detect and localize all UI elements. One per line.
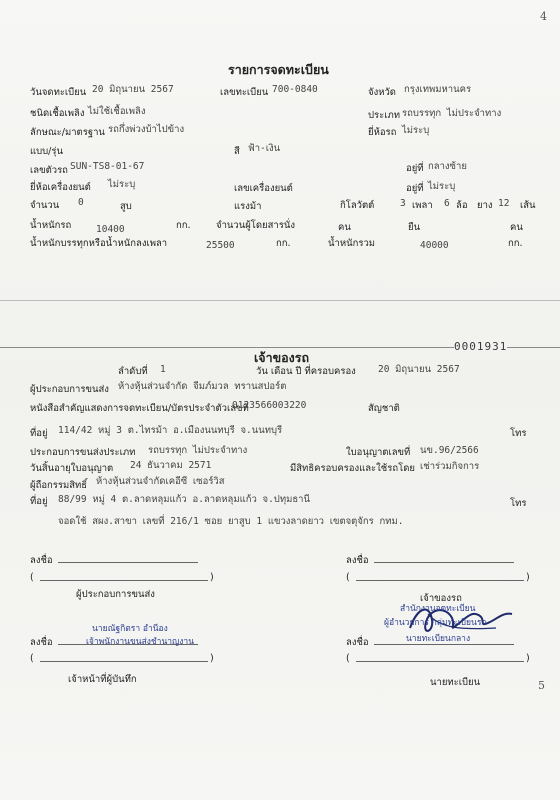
id-label: หนังสือสำคัญแสดงการจดทะเบียน/บัตรประจำตัวเลขที่ [30, 403, 249, 414]
registrar-name-line [356, 661, 524, 662]
wheels-value: 6 [444, 198, 450, 209]
axles-value: 3 [400, 198, 406, 209]
cyl-label: จำนวน [30, 200, 60, 211]
right-label: มีสิทธิครอบครองและใช้รถโดย [290, 463, 415, 474]
owner-role: เจ้าของรถ [420, 593, 462, 604]
color-value: ฟ้า-เงิน [248, 143, 281, 154]
gross-unit: กก. [508, 238, 523, 249]
phone-label: โทร [510, 428, 527, 439]
tires-value: 12 [498, 198, 510, 209]
address-value: 114/42 หมู่ 3 ต.ไทรม้า อ.เมืองนนทบุรี จ.นนทบุรี [58, 425, 283, 436]
seats-label: จำนวนผู้โดยสารนั่ง [216, 220, 295, 231]
engine-no-label: เลขเครื่องยนต์ [234, 183, 293, 194]
province-label: จังหวัด [368, 87, 396, 98]
weight-value: 10400 [96, 224, 125, 235]
gross-value: 40000 [420, 240, 449, 251]
gross-label: น้ำหนักรวม [328, 238, 376, 249]
parking-note: จอดใช้ สผง.สาขา เลขที่ 216/1 ซอย ยาสูบ 1 แขวงลาดยาว เขตจตุจักร กทม. [58, 516, 404, 527]
brand-label: ยี่ห้อรถ [368, 127, 397, 138]
type-value: รถบรรทุก ไม่ประจำทาง [402, 108, 502, 119]
chassis-label: เลขตัวรถ [30, 165, 68, 176]
officer-stamp-name: นายณัฐกิตรา อำนีอง [92, 624, 168, 634]
engine-loc-label: อยู่ที่ [406, 183, 424, 194]
owner-sign-label: ลงชื่อ [346, 555, 369, 566]
brand-value: ไม่ระบุ [402, 125, 430, 136]
id-value: 0123566003220 [232, 400, 307, 411]
color-label: สี [234, 146, 240, 157]
expiry-value: 24 ธันวาคม 2571 [130, 460, 212, 471]
owner-name-line [356, 580, 524, 581]
registrar-role: นายทะเบียน [430, 677, 481, 688]
stand-label: ยืน [408, 222, 421, 233]
engine-brand-label: ยี่ห้อเครื่องยนต์ [30, 182, 91, 193]
cyl-value: 0 [78, 197, 84, 208]
operator-name-paren-close: ) [210, 572, 214, 583]
right-value: เช่าร่วมกิจการ [420, 461, 480, 472]
officer-role: เจ้าหน้าที่ผู้บันทึก [68, 674, 137, 685]
operator-name-paren: ( [30, 572, 34, 583]
registrar-name-paren-close: ) [526, 653, 530, 664]
license-no-label: ใบอนุญาตเลขที่ [346, 447, 411, 458]
tires-label: ยาง [477, 200, 493, 211]
fuel-value: ไม่ใช้เชื้อเพลิง [88, 106, 146, 117]
page-number-bottom: 5 [538, 679, 545, 692]
seats-unit: คน [338, 222, 351, 233]
stand-unit: คน [510, 222, 523, 233]
order-value: 1 [160, 364, 166, 375]
owner-value: ห้างหุ้นส่วนจำกัดเคอีซี เซอร์วิส [96, 476, 225, 487]
address-label: ที่อยู่ [30, 428, 48, 439]
officer-stamp-title: เจ้าพนักงานขนส่งชำนาญงาน [86, 637, 195, 647]
fuel-label: ชนิดเชื้อเพลิง [30, 108, 85, 119]
tires-unit: เส้น [520, 200, 536, 211]
operator-role: ผู้ประกอบการขนส่ง [76, 589, 155, 600]
registrar-stamp-line3: นายทะเบียนกลาง [406, 634, 471, 644]
operator-value: ห้างหุ้นส่วนจำกัด จีมภ์มวล ทรานสปอร์ต [118, 381, 287, 392]
chassis-loc-value: กลางซ้าย [428, 161, 467, 172]
license-type-label: ประกอบการขนส่งประเภท [30, 447, 136, 458]
expiry-label: วันสิ้นอายุใบอนุญาต [30, 463, 114, 474]
nationality-label: สัญชาติ [368, 403, 400, 414]
load-unit: กก. [276, 238, 291, 249]
weight-label: น้ำหนักรถ [30, 220, 72, 231]
possession-value: 20 มิถุนายน 2567 [378, 364, 460, 375]
officer-stamp [86, 622, 198, 650]
owner-phone-label: โทร [510, 498, 527, 509]
chassis-value: SUN-TS8-01-67 [70, 161, 145, 172]
operator-label: ผู้ประกอบการขนส่ง [30, 384, 109, 395]
registrar-name-paren: ( [346, 653, 350, 664]
license-type-value: รถบรรทุก ไม่ประจำทาง [148, 445, 248, 456]
order-label: ลำดับที่ [118, 366, 148, 377]
reg-no-label: เลขทะเบียน [220, 87, 269, 98]
operator-sign-label: ลงชื่อ [30, 555, 53, 566]
kw-label: กิโลวัตต์ [340, 200, 375, 211]
page-number-top: 4 [540, 10, 547, 23]
load-value: 25500 [206, 240, 235, 251]
serial-number: 0001931 [454, 340, 508, 353]
fold-line [0, 300, 560, 301]
owner-addr-label: ที่อยู่ [30, 496, 48, 507]
registrar-sign-label: ลงชื่อ [346, 637, 369, 648]
owner-name-paren-close: ) [526, 572, 530, 583]
license-no-value: นข.96/2566 [420, 445, 479, 456]
operator-name-line [40, 580, 208, 581]
wheels-label: ล้อ [456, 200, 468, 211]
owner-label: ผู้ถือกรรมสิทธิ์ [30, 480, 88, 491]
operator-sign-line [58, 562, 198, 563]
officer-name-paren: ( [30, 653, 34, 664]
possession-label: วัน เดือน ปี ที่ครอบครอง [256, 366, 356, 377]
registrar-stamp-line1: สำนักงานจดทะเบียน [400, 604, 476, 614]
cyl-unit: สูบ [120, 201, 132, 212]
owner-addr-value: 88/99 หมู่ 4 ต.ลาดหลุมแก้ว อ.ลาดหลุมแก้ว จ.ปทุมธานี [58, 494, 310, 505]
province-value: กรุงเทพมหานคร [404, 84, 472, 95]
registrar-stamp [384, 604, 516, 650]
power-label: แรงม้า [234, 201, 262, 212]
officer-sign-label: ลงชื่อ [30, 637, 53, 648]
axles-label: เพลา [412, 200, 433, 211]
officer-name-line [40, 661, 208, 662]
owner-sign-line [374, 562, 514, 563]
character-value: รถกึ่งพ่วงบ้าไปข้าง [108, 124, 185, 135]
model-label: แบบ/รุ่น [30, 146, 63, 157]
engine-loc-value: ไม่ระบุ [428, 181, 456, 192]
reg-date-value: 20 มิถุนายน 2567 [92, 84, 174, 95]
type-label: ประเภท [368, 110, 401, 121]
owner-name-paren: ( [346, 572, 350, 583]
owner-title: เจ้าของรถ [254, 350, 310, 365]
chassis-loc-label: อยู่ที่ [406, 163, 424, 174]
character-label: ลักษณะ/มาตรฐาน [30, 127, 105, 138]
load-label: น้ำหนักบรรทุกหรือน้ำหนักลงเพลา [30, 238, 168, 249]
registrar-stamp-line2: ผู้อำนวยการ กลุ่มทะเบียนรถ [384, 618, 487, 628]
engine-brand-value: ไม่ระบุ [108, 179, 136, 190]
reg-date-label: วันจดทะเบียน [30, 87, 87, 98]
registration-title: รายการจดทะเบียน [228, 62, 329, 77]
reg-no-value: 700-0840 [272, 84, 318, 95]
weight-unit: กก. [176, 220, 191, 231]
officer-name-paren-close: ) [210, 653, 214, 664]
